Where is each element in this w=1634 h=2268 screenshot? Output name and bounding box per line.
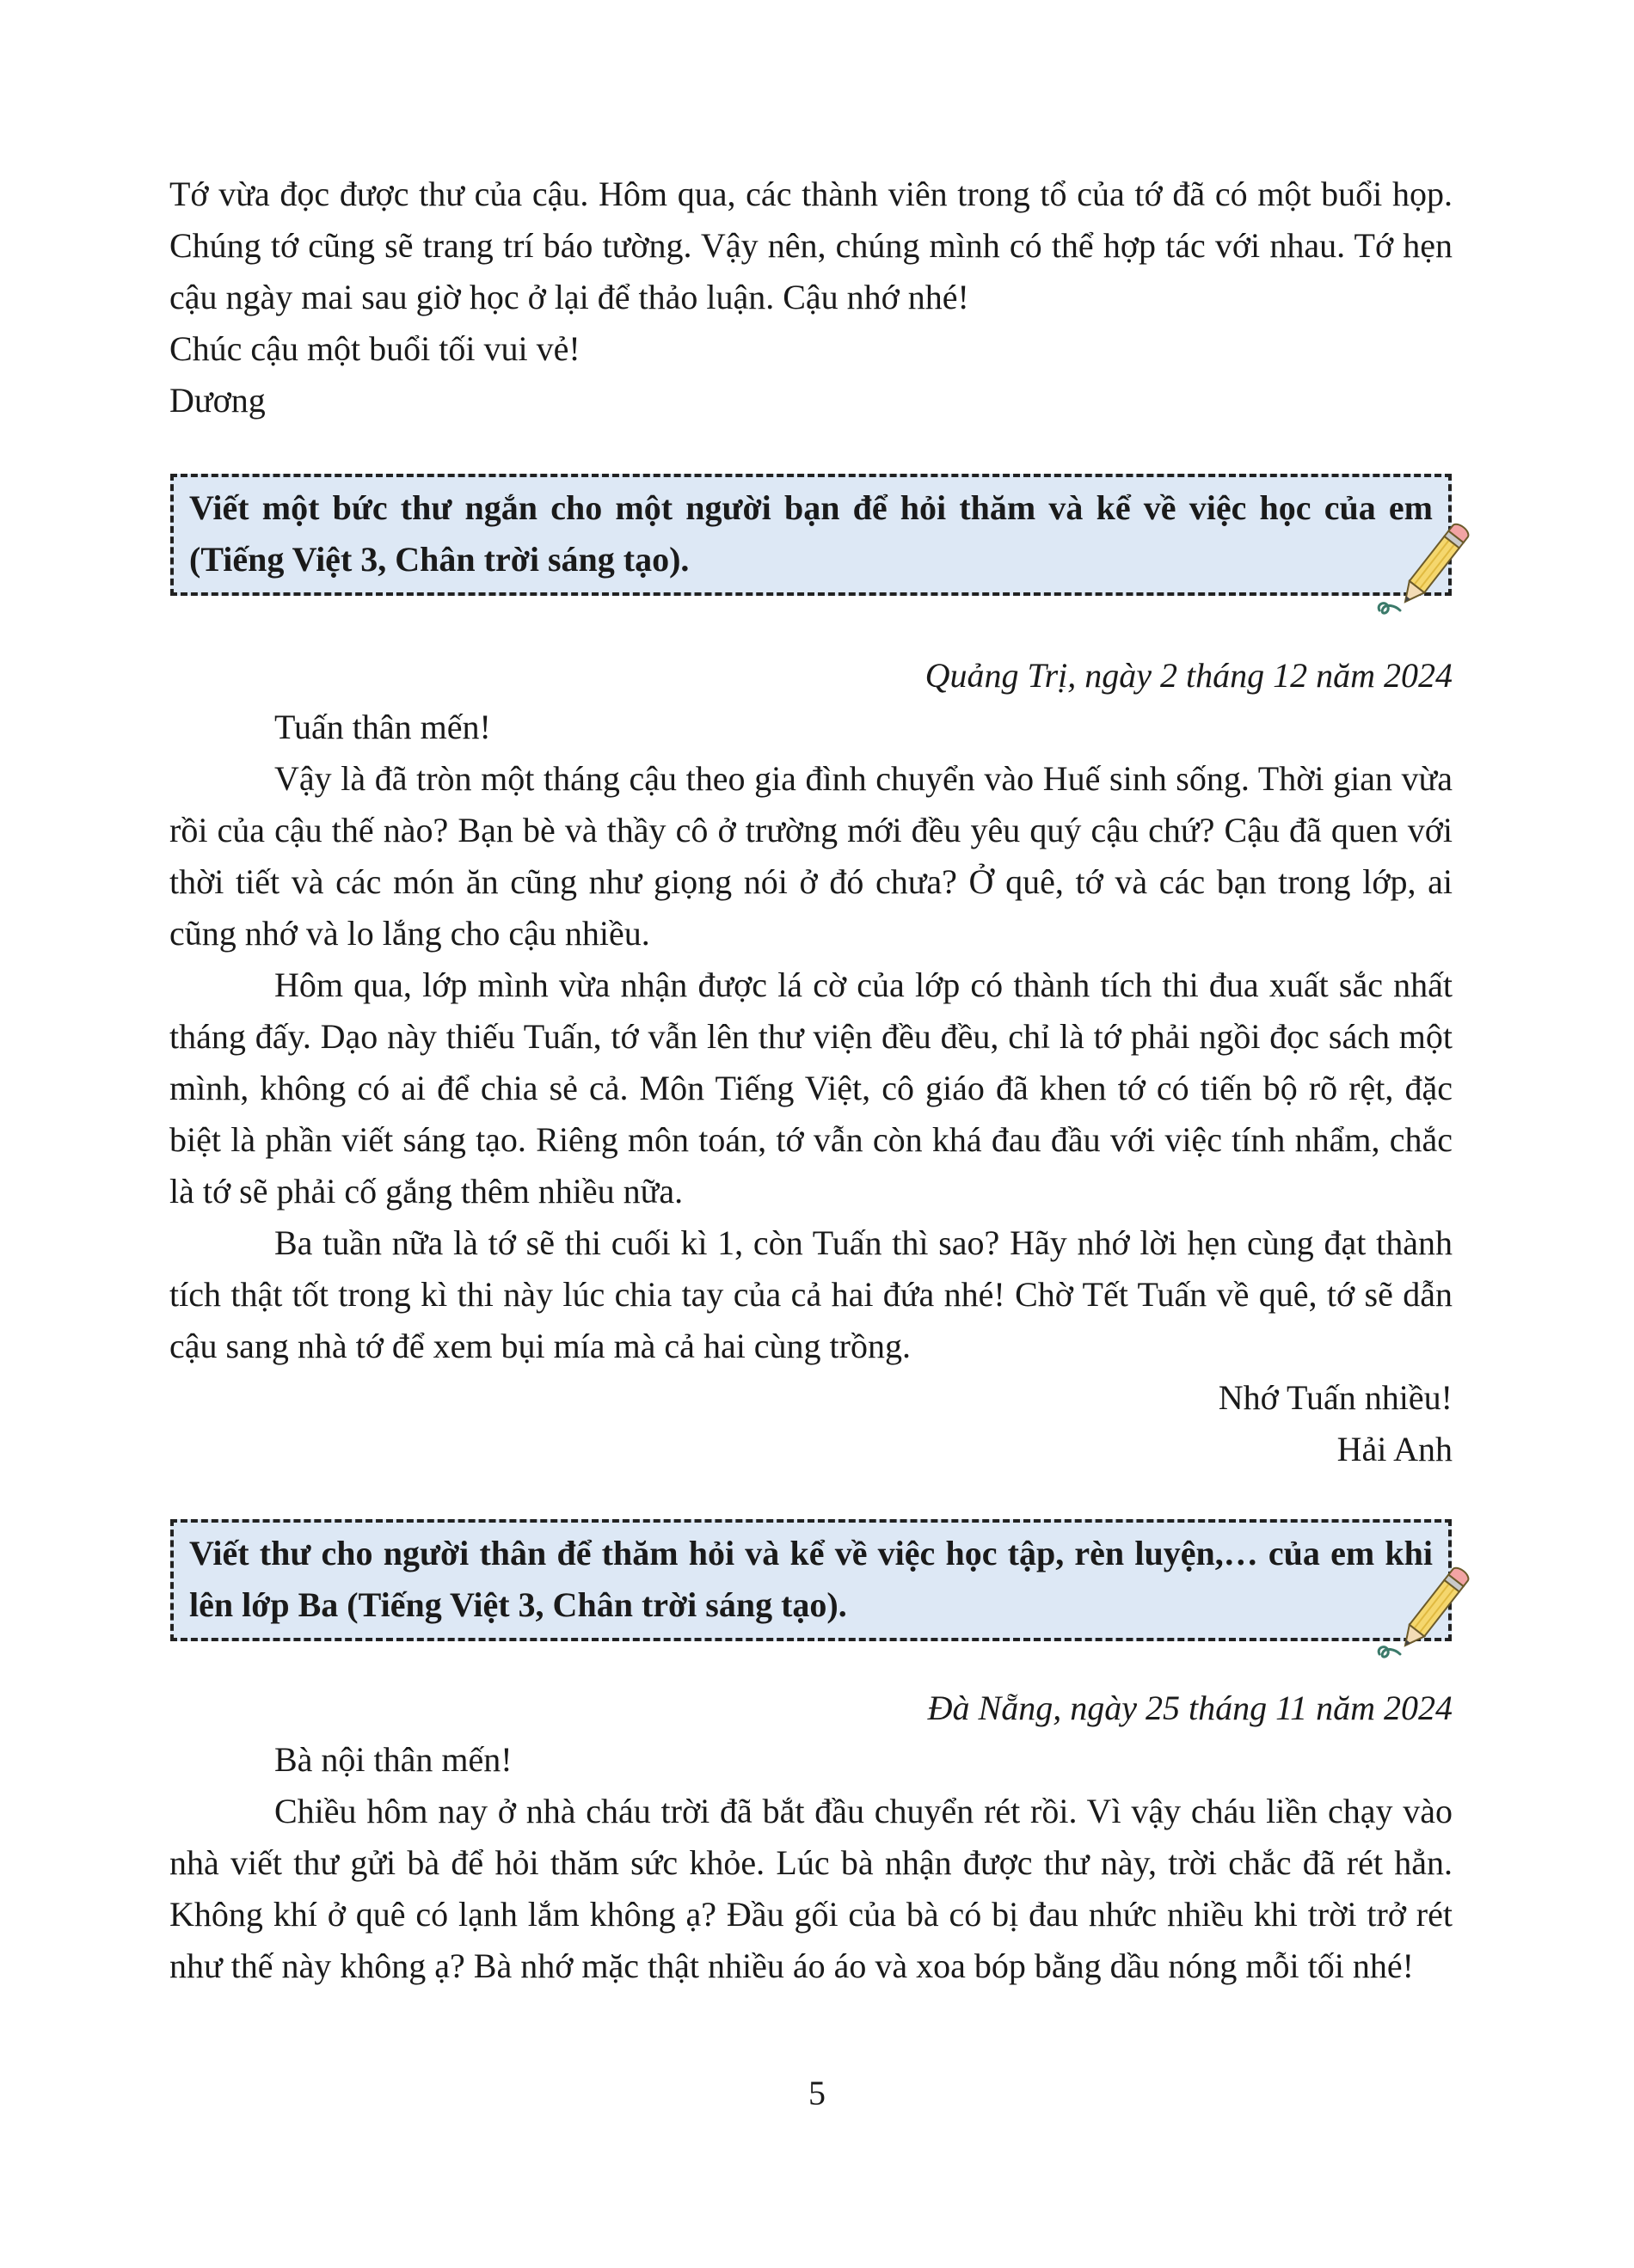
letter1-end bbox=[169, 169, 1453, 426]
letter2-signature: Hải Anh bbox=[1336, 1430, 1453, 1468]
letter2-paragraph: Hôm qua, lớp mình vừa nhận được lá cờ của lớp có thành tích thi đua xuất sắc nhất tháng đấy. Dạo này thiếu Tuấn, tớ vẫn lên thư viện đều đều, chỉ là tớ phải ngồi đọc sách một mình, không có ai để chia sẻ cả. Môn Tiếng Việt, cô giáo đã khen tớ có tiến bộ rõ rệt, đặc biệt là phần viết sáng tạo. Riêng môn toán, tớ vẫn còn khá đau đầu với việc tính nhẩm, chắc là tớ sẽ phải cố gắng thêm nhiều nữa. bbox=[169, 965, 1453, 1211]
page-number: 5 bbox=[808, 2074, 826, 2112]
letter3 bbox=[169, 1683, 1453, 1992]
task-box-2 bbox=[170, 1519, 1452, 1641]
letter3-paragraph: Chiều hôm nay ở nhà cháu trời đã bắt đầu chuyển rét rồi. Vì vậy cháu liền chạy vào nhà viết thư gửi bà để hỏi thăm sức khỏe. Lúc bà nhận được thư này, trời chắc đã rét hẳn. Không khí ở quê có lạnh lắm không ạ? Đầu gối của bà có bị đau nhức nhiều khi trời trở rét như thế này không ạ? Bà nhớ mặc thật nhiều áo áo và xoa bóp bằng dầu nóng mỗi tối nhé! bbox=[169, 1792, 1453, 1985]
letter2-paragraph: Vậy là đã tròn một tháng cậu theo gia đình chuyển vào Huế sinh sống. Thời gian vừa rồi của cậu thế nào? Bạn bè và thầy cô ở trường mới đều yêu quý cậu chứ? Cậu đã quen với thời tiết và các món ăn cũng như giọng nói ở đó chưa? Ở quê, tớ và các bạn trong lớp, ai cũng nhớ và lo lắng cho cậu nhiều. bbox=[169, 759, 1453, 953]
task1-prompt: Viết một bức thư ngắn cho một người bạn để hỏi thăm và kể về việc học của em (Tiếng Việt 3, Chân trời sáng tạo). bbox=[189, 488, 1433, 579]
letter2-paragraph: Ba tuần nữa là tớ sẽ thi cuối kì 1, còn Tuấn thì sao? Hãy nhớ lời hẹn cùng đạt thành tích thật tốt trong kì thi này lúc chia tay của cả hai đứa nhé! Chờ Tết Tuấn về quê, tớ sẽ dẫn cậu sang nhà tớ để xem bụi mía mà cả hai cùng trồng. bbox=[169, 1223, 1453, 1365]
task2-prompt: Viết thư cho người thân để thăm hỏi và kể về việc học tập, rèn luyện,… của em khi lên lớp Ba (Tiếng Việt 3, Chân trời sáng tạo). bbox=[189, 1534, 1433, 1624]
letter3-place-date: Đà Nẵng, ngày 25 tháng 11 năm 2024 bbox=[927, 1689, 1453, 1727]
letter2-greeting: Tuấn thân mến! bbox=[274, 708, 491, 746]
letter1-closing: Chúc cậu một buổi tối vui vẻ! bbox=[169, 329, 580, 368]
letter1-signature: Dương bbox=[169, 381, 266, 420]
pencil-icon bbox=[1374, 514, 1486, 626]
letter1-paragraph: Tớ vừa đọc được thư của cậu. Hôm qua, các thành viên trong tổ của tớ đã có một buổi họp. Chúng tớ cũng sẽ trang trí báo tường. Vậy nên, chúng mình có thể hợp tác với nhau. Tớ hẹn cậu ngày mai sau giờ học ở lại để thảo luận. Cậu nhớ nhé! bbox=[169, 175, 1453, 316]
pencil-icon bbox=[1374, 1558, 1486, 1670]
letter2-closing: Nhớ Tuấn nhiều! bbox=[1218, 1378, 1453, 1417]
letter2-place-date: Quảng Trị, ngày 2 tháng 12 năm 2024 bbox=[924, 656, 1453, 695]
letter2 bbox=[169, 650, 1453, 1475]
letter3-greeting: Bà nội thân mến! bbox=[274, 1740, 513, 1779]
task-box-1 bbox=[170, 474, 1452, 596]
